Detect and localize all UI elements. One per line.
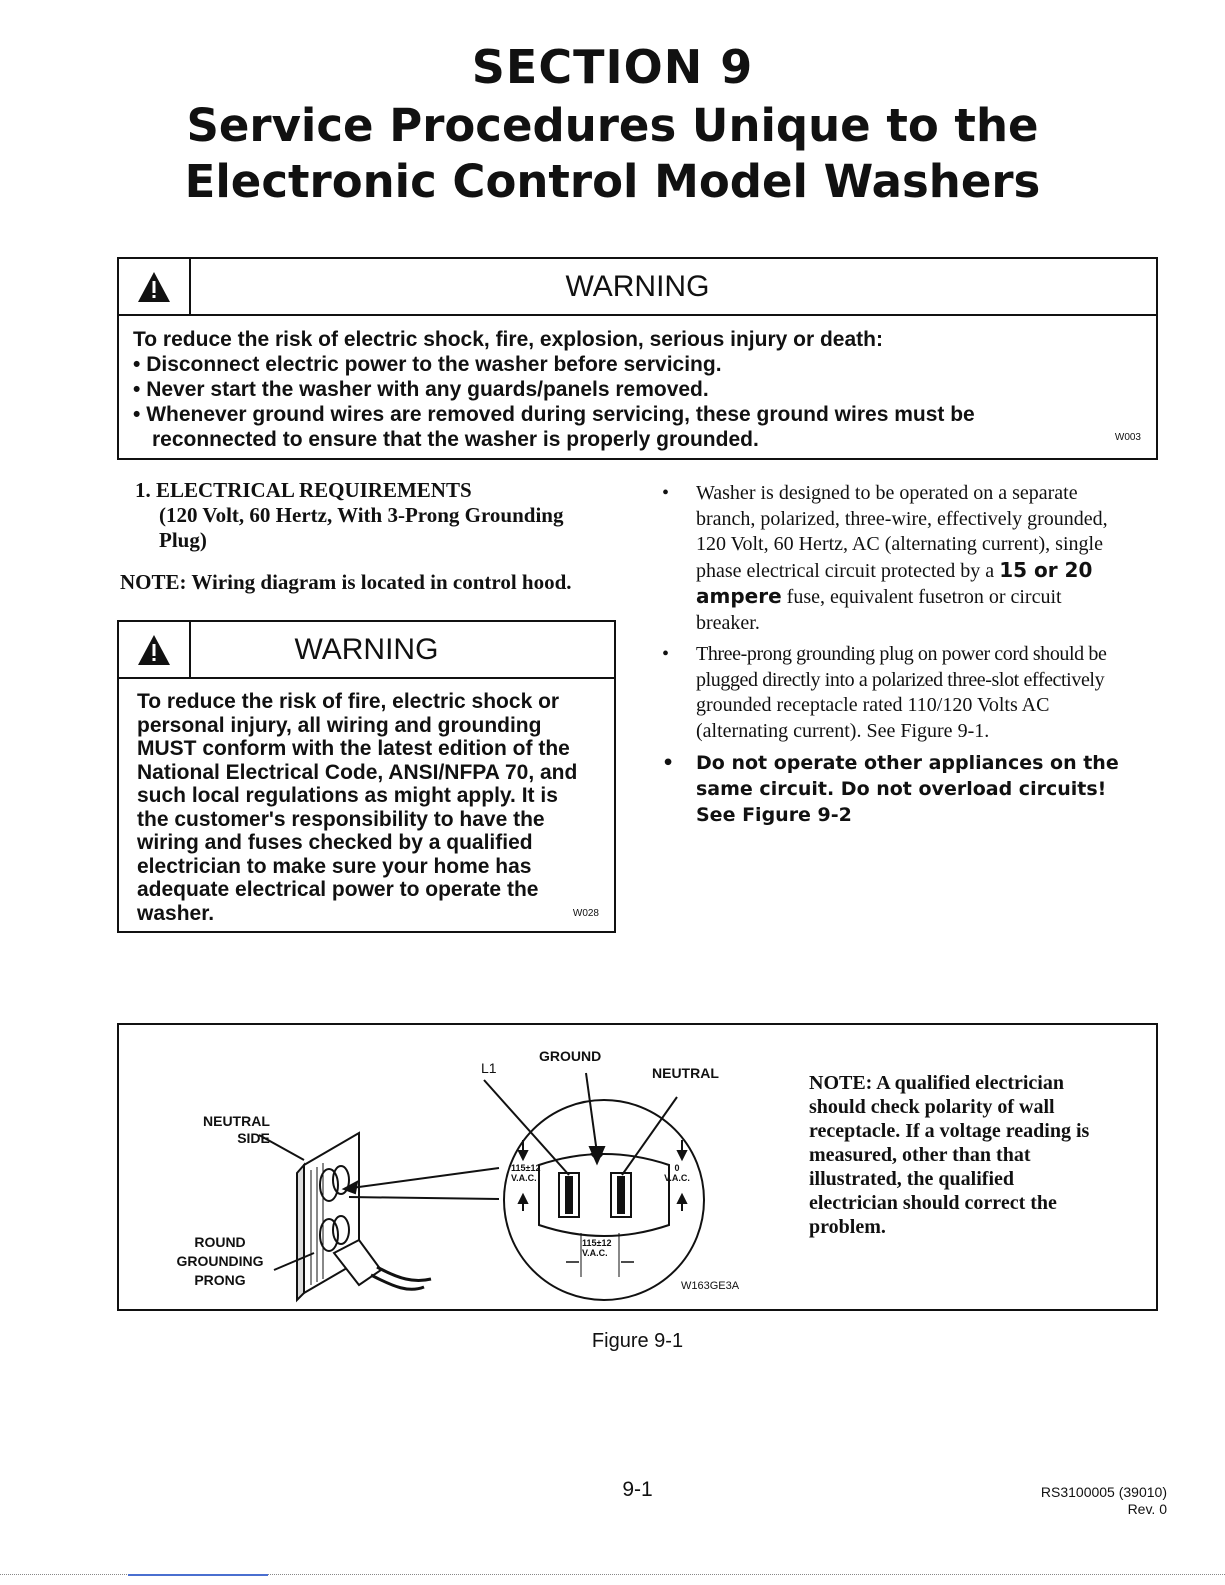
warning-header-wiring	[119, 622, 614, 679]
label-neutral-side: NEUTRAL SIDE	[203, 1113, 270, 1146]
warning-header	[119, 259, 1156, 316]
document-number: RS3100005 (39010) Rev. 0	[1040, 1484, 1167, 1517]
warning-triangle-icon	[119, 259, 191, 314]
warning-code: W003	[1114, 432, 1141, 443]
requirements-list	[662, 481, 1162, 828]
figure-note: NOTE: A qualified electrician should check polarity of wall receptacle. If a voltage reading is measured, other than that illustrated, the qualified electrician should correct the problem.	[809, 1072, 1090, 1238]
section-number: SECTION 9	[471, 40, 754, 94]
electrical-heading: 1. ELECTRICAL REQUIREMENTS (120 Volt, 60 Hertz, With 3-Prong Grounding Plug)	[135, 478, 564, 552]
figure-box	[117, 1023, 1158, 1311]
page-title-line2: Electronic Control Model Washers	[184, 155, 1041, 208]
warning-box-main	[117, 257, 1158, 460]
wall-plate-illustration	[297, 1133, 431, 1300]
receptacle-detail-circle	[484, 1073, 704, 1300]
figure-code: W163GE3A	[681, 1280, 740, 1292]
warning-bullet-3-cont: reconnected to ensure that the washer is properly grounded.	[152, 428, 759, 451]
requirement-bullet-1: • Washer is designed to be operated on a separate branch, polarized, three-wire, effectively grounded, 120 Volt, 60 Hertz, AC (alternating current), single phase electrical circuit protected by a 15 or 20 ampere fuse, equivalent fusetron or circuit breaker.	[662, 482, 1108, 634]
label-voltage-left: 115±12 V.A.C.	[511, 1163, 541, 1183]
label-voltage-right: 0 V.A.C.	[664, 1163, 690, 1183]
warning-wiring-body: To reduce the risk of fire, electric shock or personal injury, all wiring and grounding MUST conform with the latest edition of the National Electrical Code, ANSI/NFPA 70, and such local regulations as might apply. It is the customer's responsibility to have the wiring and fuses checked by a qualified electrician to make sure your home has adequate electrical power to operate the washer.	[137, 690, 578, 925]
bottom-divider-mark	[128, 1574, 268, 1576]
label-neutral: NEUTRAL	[652, 1065, 719, 1081]
warning-heading-wiring: WARNING	[294, 633, 439, 666]
figure-caption: Figure 9-1	[591, 1330, 684, 1352]
warning-triangle-icon-2	[119, 622, 191, 677]
warning-bullet-2: • Never start the washer with any guards/panels removed.	[133, 378, 709, 401]
label-l1: L1	[481, 1060, 497, 1076]
warning-body	[133, 327, 975, 452]
page-title	[0, 98, 1225, 210]
pointer-arrows	[259, 1135, 499, 1270]
requirement-bullet-2: • Three-prong grounding plug on power cord should be plugged directly into a polarized three-slot effectively grounded receptacle rated 110/120 Volts AC (alternating current). See Figure 9-1.	[662, 643, 1107, 742]
warning-bullet-1: • Disconnect electric power to the washer before servicing.	[133, 353, 722, 376]
label-ground: GROUND	[539, 1048, 602, 1064]
page-title-line1: Service Procedures Unique to the	[186, 99, 1039, 152]
wiring-note: NOTE: Wiring diagram is located in control hood.	[120, 570, 572, 594]
warning-bullet-3: • Whenever ground wires are removed during servicing, these ground wires must be	[133, 403, 975, 426]
requirement-bullet-3: • Do not operate other appliances on the same circuit. Do not overload circuits! See Figure 9-2	[662, 752, 1119, 826]
warning-box-wiring	[117, 620, 616, 933]
warning-intro: To reduce the risk of electric shock, fire, explosion, serious injury or death:	[133, 328, 883, 351]
page-number: 9-1	[622, 1478, 653, 1501]
warning-wiring-code: W028	[572, 908, 599, 919]
label-voltage-bottom: 115±12 V.A.C.	[582, 1238, 612, 1258]
label-round-grounding-prong: ROUND GROUNDING PRONG	[176, 1234, 264, 1288]
warning-heading: WARNING	[565, 270, 710, 303]
